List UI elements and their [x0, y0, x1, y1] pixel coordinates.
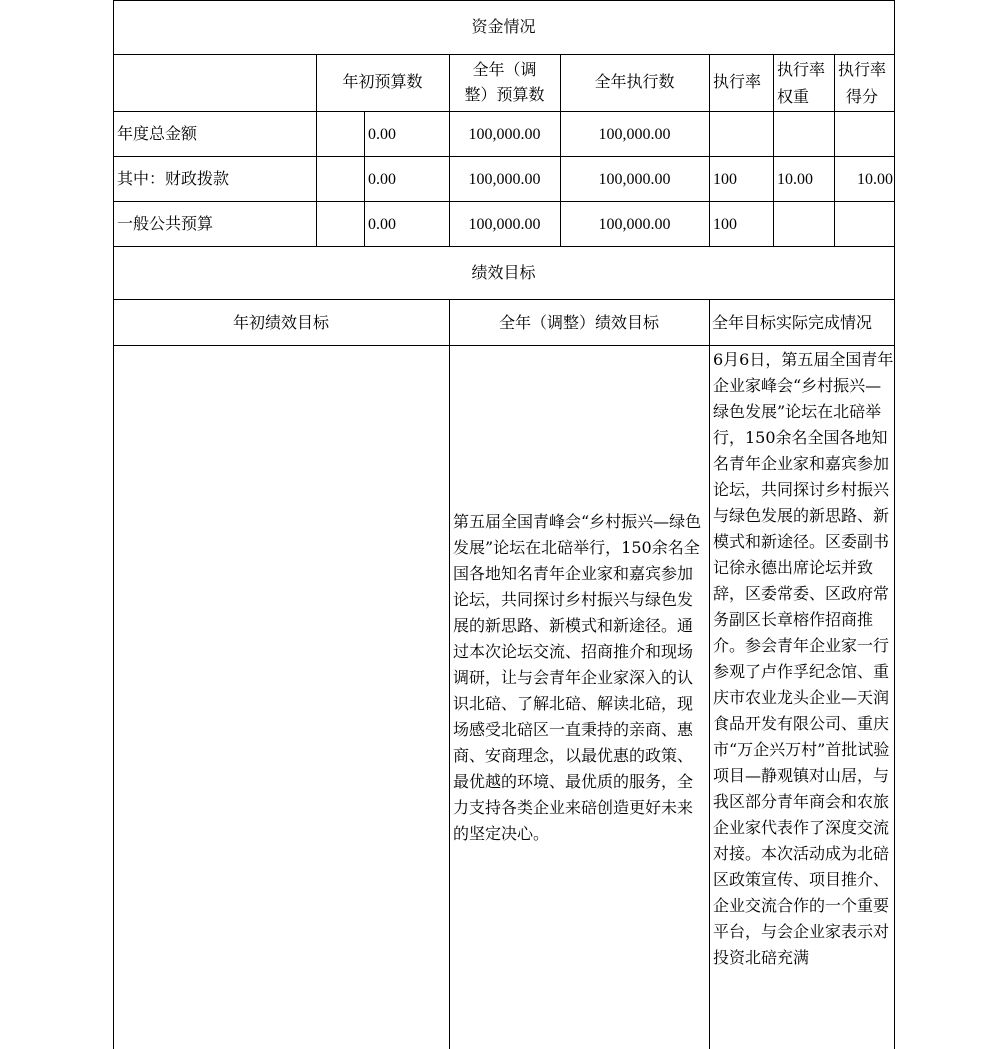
row-divider — [113, 246, 895, 247]
cell-rate-weight: 10.00 — [777, 171, 813, 188]
cell-rate-score: 10.00 — [857, 171, 893, 188]
header-initial-goal: 年初绩效目标 — [232, 313, 329, 332]
cell-adjusted-budget: 100,000.00 — [468, 171, 541, 188]
funding-section-title: 资金情况 — [471, 17, 536, 36]
row-divider — [113, 156, 895, 157]
cell-actual-execution: 100,000.00 — [598, 216, 671, 233]
cell-initial-budget: 0.00 — [368, 126, 396, 143]
header-rate-score-line2: 得分 — [846, 87, 879, 106]
adjusted-goal-text: 第五届全国青峰会“乡村振兴—绿色发展”论坛在北碚举行，150余名全国各地知名青年企业家和嘉宾参加论坛，共同探讨乡村振兴与绿色发展的新思路、新模式和新途径。通过本次论坛交流、招商推介和现场调研，让与会青年企业家深入的认识北碚、了解北碚、解读北碚，现场感受北碚区一直秉持的亲商、惠商、安商理念，以最优惠的政策、最优越的环境、最优质的服务，全力支持各类企业来碚创造更好未来的坚定决心。 — [453, 512, 702, 843]
actual-completion-text: 6月6日，第五届全国青年企业家峰会“乡村振兴—绿色发展”论坛在北碚举行，150余名全国各地知名青年企业家和嘉宾参加论坛，共同探讨乡村振兴与绿色发展的新思路、新模式和新途径。区委副书记徐永德出席论坛并致辞，区委常委、区政府常务副区长章榕作招商推介。参会青年企业家一行参观了卢作孚纪念馆、重庆市农业龙头企业—天润食品开发有限公司、重庆市“万企兴万村”首批试验项目—静观镇对山居，与我区部分青年商会和农旅企业家代表作了深度交流对接。本次活动成为北碚区政策宣传、项目推介、企业交流合作的一个重要平台，与会企业家表示对投资北碚充满 — [713, 350, 894, 967]
cell-actual-execution: 100,000.00 — [598, 171, 671, 188]
header-actual-completion: 全年目标实际完成情况 — [712, 313, 873, 332]
row-divider — [113, 299, 895, 300]
row-divider — [113, 54, 895, 55]
row-label: 一般公共预算 — [117, 214, 214, 233]
table-border-right — [894, 0, 895, 1049]
row-divider — [113, 111, 895, 112]
row-label: 其中：财政拨款 — [117, 169, 230, 188]
header-adjusted-budget-line2: 整）预算数 — [464, 85, 545, 104]
header-initial-budget: 年初预算数 — [342, 72, 423, 91]
col-divider — [364, 111, 365, 246]
col-divider — [834, 54, 835, 246]
cell-execution-rate: 100 — [713, 171, 737, 188]
cell-initial-budget: 0.00 — [368, 216, 396, 233]
row-divider — [113, 201, 895, 202]
cell-actual-execution: 100,000.00 — [598, 126, 671, 143]
col-divider — [709, 299, 710, 1049]
table-border-top — [113, 0, 895, 1]
header-adjusted-goal: 全年（调整）绩效目标 — [498, 313, 659, 332]
cell-adjusted-budget: 100,000.00 — [468, 216, 541, 233]
row-divider — [113, 345, 895, 346]
header-actual-execution: 全年执行数 — [594, 72, 675, 91]
performance-section-title: 绩效目标 — [471, 263, 536, 282]
table-border-left — [113, 0, 114, 1049]
col-divider — [449, 299, 450, 1049]
cell-adjusted-budget: 100,000.00 — [468, 126, 541, 143]
cell-execution-rate: 100 — [713, 216, 737, 233]
header-rate-weight-line1: 执行率 — [777, 60, 826, 79]
cell-initial-budget: 0.00 — [368, 171, 396, 188]
header-execution-rate: 执行率 — [713, 72, 762, 91]
header-rate-score-line1: 执行率 — [838, 60, 887, 79]
header-rate-weight-line2: 权重 — [777, 87, 810, 106]
header-adjusted-budget-line1: 全年（调 — [472, 60, 537, 79]
row-label: 年度总金额 — [117, 124, 198, 143]
col-divider — [773, 54, 774, 246]
col-divider — [709, 54, 710, 246]
